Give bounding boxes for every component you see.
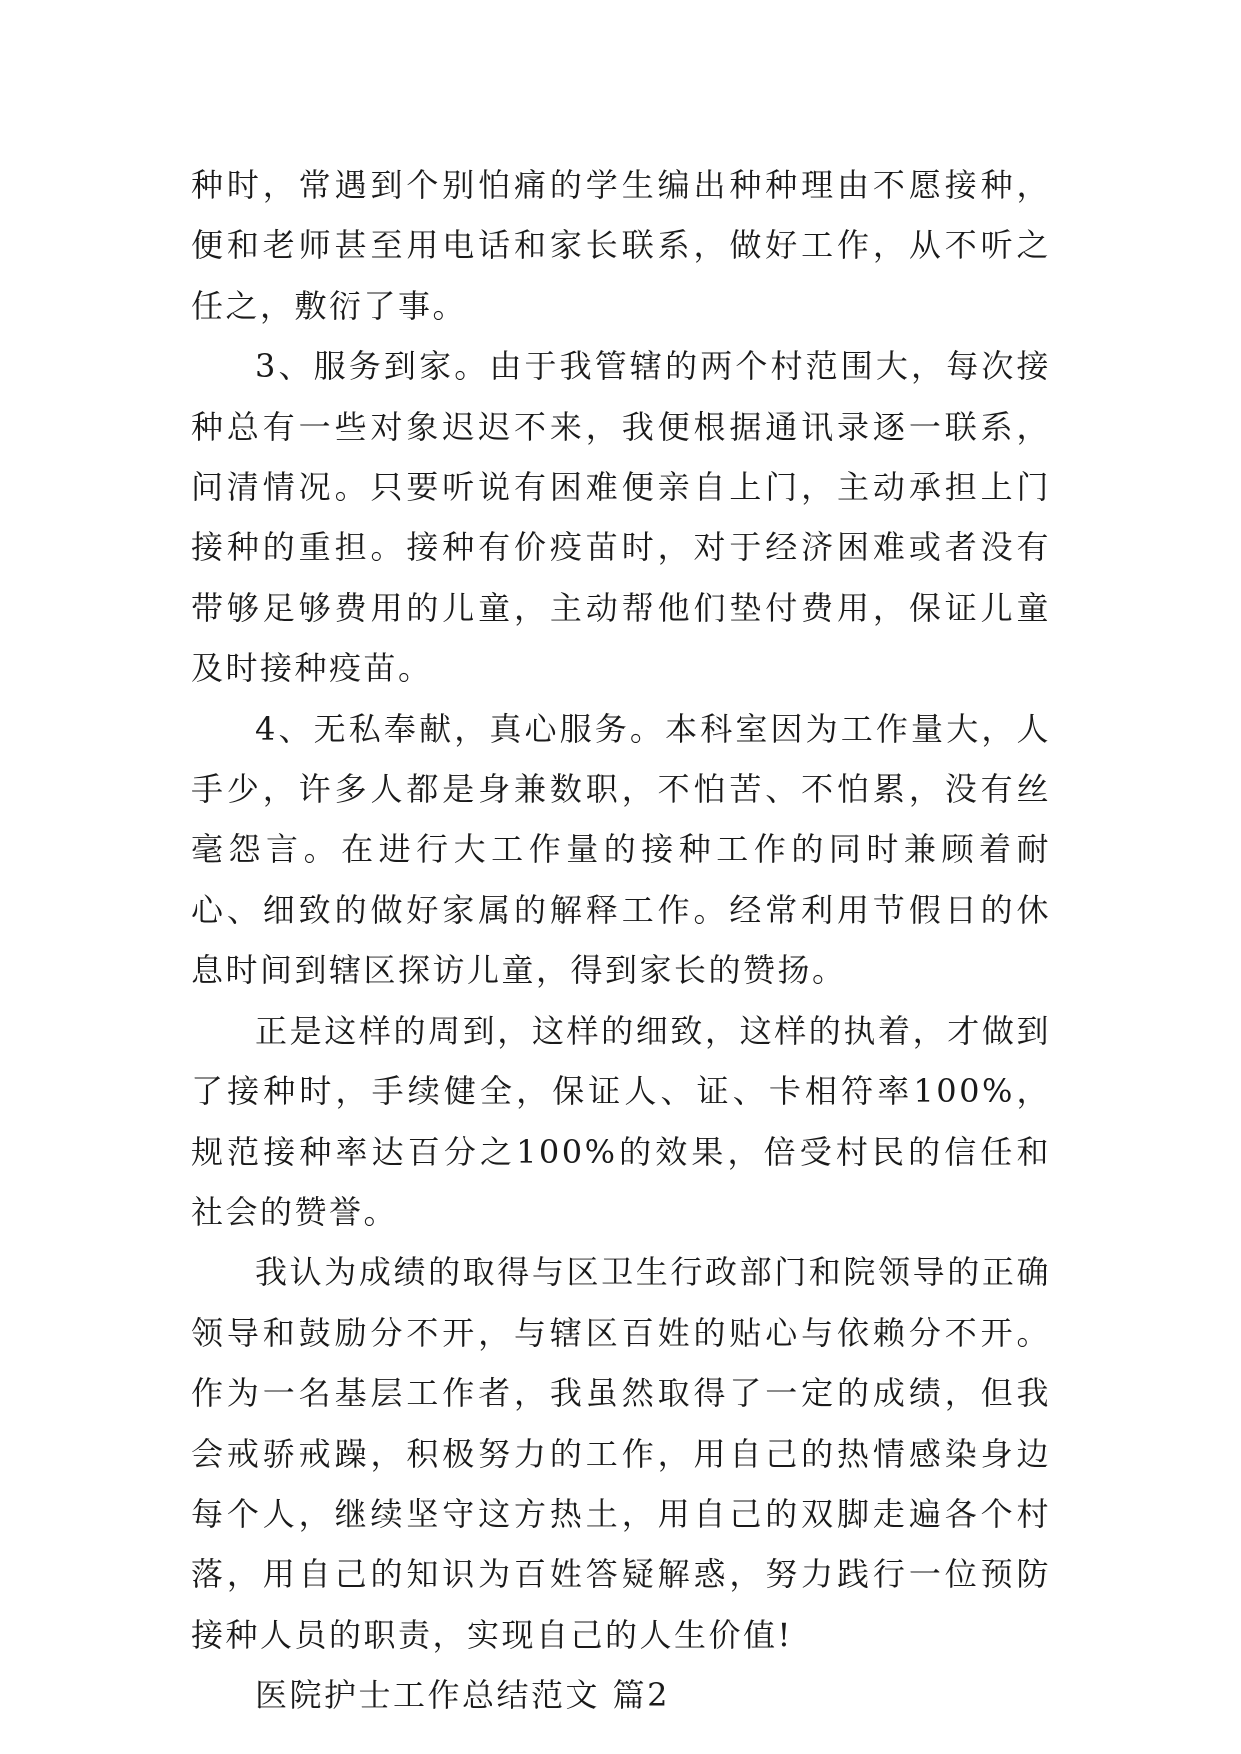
paragraph-service-at-home: 3、服务到家。由于我管辖的两个村范围大，每次接种总有一些对象迟迟不来，我便根据通讯录逐一联系，问清情况。只要听说有困难便亲自上门，主动承担上门接种的重担。接种有价疫苗时，对于经济困难或者没有带够足够费用的儿童，主动帮他们垫付费用，保证儿童及时接种疫苗。: [191, 347, 1051, 688]
paragraph-results: 正是这样的周到，这样的细致，这样的执着，才做到了接种时，手续健全，保证人、证、卡相符率100%，规范接种率达百分之100%的效果，倍受村民的信任和社会的赞誉。: [191, 1011, 1051, 1231]
paragraph-selfless-dedication: 4、无私奉献，真心服务。本科室因为工作量大，人手少，许多人都是身兼数职，不怕苦、不怕累，没有丝毫怨言。在进行大工作量的接种工作的同时兼顾着耐心、细致的做好家属的解释工作。经常利用节假日的休息时间到辖区探访儿童，得到家长的赞扬。: [191, 709, 1051, 990]
section-heading: 医院护士工作总结范文 篇2: [255, 1676, 671, 1715]
paragraph-continuation: 种时，常遇到个别怕痛的学生编出种种理由不愿接种，便和老师甚至用电话和家长联系，做好工作，从不听之任之，敷衍了事。: [191, 166, 1051, 325]
paragraph-conclusion: 我认为成绩的取得与区卫生行政部门和院领导的正确领导和鼓励分不开，与辖区百姓的贴心与依赖分不开。作为一名基层工作者，我虽然取得了一定的成绩，但我会戒骄戒躁，积极努力的工作，用自己的热情感染身边每个人，继续坚守这方热土，用自己的双脚走遍各个村落，用自己的知识为百姓答疑解惑，努力践行一位预防接种人员的职责，实现自己的人生价值!: [191, 1253, 1051, 1654]
document-body: [191, 155, 1051, 1726]
